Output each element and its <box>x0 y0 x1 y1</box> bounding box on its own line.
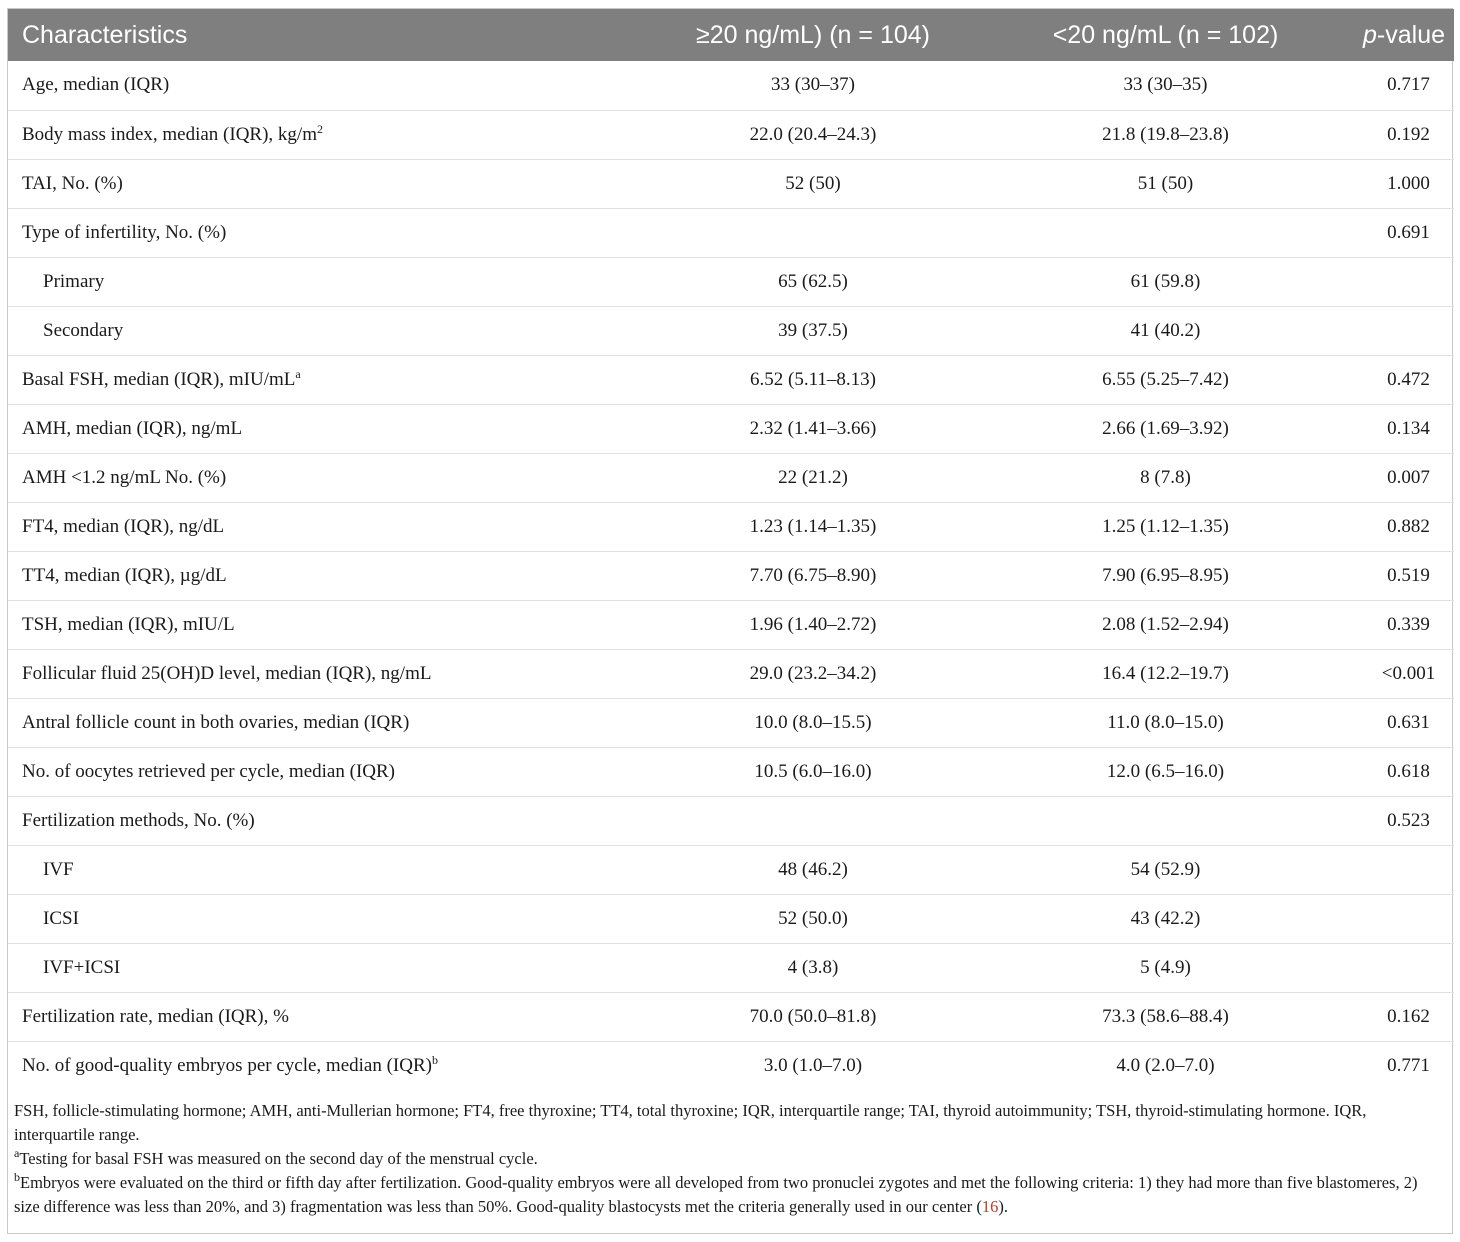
header-group-low: <20 ng/mL (n = 102) <box>1052 20 1279 49</box>
table-frame <box>7 8 1453 1234</box>
row-label <box>8 306 658 355</box>
row-value-high <box>658 796 968 845</box>
row-value-high: 33 (30–37) <box>771 74 855 96</box>
table-row <box>8 845 1454 894</box>
row-p-value: 0.691 <box>1363 208 1454 257</box>
row-label <box>8 600 658 649</box>
row-p-value: 0.007 <box>1363 453 1454 502</box>
header-group-high: ≥20 ng/mL) (n = 104) <box>696 20 930 49</box>
footnote-b-mark: b <box>14 1170 20 1184</box>
row-label <box>8 453 658 502</box>
reference-link[interactable]: 16 <box>981 1197 999 1216</box>
row-label-text: AMH <1.2 ng/mL No. (%) <box>22 466 227 488</box>
row-p-value: 0.162 <box>1363 992 1454 1041</box>
row-value-low: 16.4 (12.2–19.7) <box>968 649 1363 698</box>
footnote-b-end: ). <box>998 1197 1008 1216</box>
row-label-text: Primary <box>43 270 105 292</box>
row-value-high: 3.0 (1.0–7.0) <box>658 1041 968 1090</box>
row-p-value: 0.717 <box>1387 74 1430 96</box>
row-p-value <box>1363 943 1454 992</box>
row-label-text: IVF+ICSI <box>43 956 121 978</box>
header-p-letter: p <box>1363 20 1377 49</box>
table-row <box>8 502 1454 551</box>
row-value-high: 52 (50) <box>658 159 968 208</box>
row-value-low: 73.3 (58.6–88.4) <box>968 992 1363 1041</box>
row-value-low: 8 (7.8) <box>968 453 1363 502</box>
row-p-value: 0.882 <box>1363 502 1454 551</box>
row-value-high: 52 (50.0) <box>658 894 968 943</box>
footnote-a-mark: a <box>14 1146 20 1160</box>
row-value-low: 2.66 (1.69–3.92) <box>968 404 1363 453</box>
row-p-value: 0.771 <box>1363 1041 1454 1090</box>
table-row <box>8 355 1454 404</box>
row-value-high: 22 (21.2) <box>658 453 968 502</box>
row-value-low: 54 (52.9) <box>968 845 1363 894</box>
row-label <box>8 355 658 404</box>
row-value-low: 12.0 (6.5–16.0) <box>968 747 1363 796</box>
row-label <box>8 894 658 943</box>
row-value-low: 11.0 (8.0–15.0) <box>968 698 1363 747</box>
row-value-low: 61 (59.8) <box>968 257 1363 306</box>
row-p-value: 0.472 <box>1363 355 1454 404</box>
footnote-a <box>14 1147 1432 1171</box>
row-value-low: 1.25 (1.12–1.35) <box>968 502 1363 551</box>
row-value-high: 70.0 (50.0–81.8) <box>658 992 968 1041</box>
row-label-text: Fertilization rate, median (IQR), % <box>22 1005 289 1027</box>
row-superscript: 2 <box>317 121 323 136</box>
row-value-high: 6.52 (5.11–8.13) <box>658 355 968 404</box>
table-footnotes <box>14 1099 1432 1219</box>
row-label <box>8 257 658 306</box>
row-label <box>8 110 658 159</box>
row-label-text: No. of oocytes retrieved per cycle, median (IQR) <box>22 760 395 782</box>
row-label-text: FT4, median (IQR), ng/dL <box>22 515 225 537</box>
table-header-row <box>8 9 1454 61</box>
row-value-high: 1.23 (1.14–1.35) <box>658 502 968 551</box>
row-label <box>8 208 658 257</box>
header-p-suffix: -value <box>1376 20 1445 49</box>
row-value-high: 7.70 (6.75–8.90) <box>658 551 968 600</box>
row-label-text: Age, median (IQR) <box>22 74 170 96</box>
table-row <box>8 110 1454 159</box>
table-row <box>8 61 1454 110</box>
row-p-value: 0.523 <box>1363 796 1454 845</box>
table-row <box>8 796 1454 845</box>
header-characteristics: Characteristics <box>22 20 188 49</box>
row-label <box>8 551 658 600</box>
row-p-value <box>1363 845 1454 894</box>
row-value-high: 29.0 (23.2–34.2) <box>658 649 968 698</box>
row-value-low: 33 (30–35) <box>1123 74 1208 96</box>
row-value-high <box>658 208 968 257</box>
row-p-value: 0.134 <box>1363 404 1454 453</box>
row-p-value: <0.001 <box>1363 649 1454 698</box>
row-label <box>8 845 658 894</box>
row-label <box>8 159 658 208</box>
row-value-low: 5 (4.9) <box>968 943 1363 992</box>
row-label <box>8 61 658 110</box>
row-value-high: 1.96 (1.40–2.72) <box>658 600 968 649</box>
row-value-high: 48 (46.2) <box>658 845 968 894</box>
row-value-low <box>968 208 1363 257</box>
row-value-low: 21.8 (19.8–23.8) <box>968 110 1363 159</box>
table-row <box>8 992 1454 1041</box>
row-value-low: 7.90 (6.95–8.95) <box>968 551 1363 600</box>
row-value-low: 51 (50) <box>968 159 1363 208</box>
row-label-text: Type of infertility, No. (%) <box>22 221 227 243</box>
table-row <box>8 600 1454 649</box>
table-row <box>8 747 1454 796</box>
row-label <box>8 1041 658 1090</box>
row-label-text: AMH, median (IQR), ng/mL <box>22 417 243 439</box>
row-label-text: No. of good-quality embryos per cycle, median (IQR) <box>22 1054 432 1076</box>
row-label <box>8 943 658 992</box>
row-value-high: 10.5 (6.0–16.0) <box>658 747 968 796</box>
row-label-text: Basal FSH, median (IQR), mIU/mL <box>22 368 296 390</box>
row-label-text: Antral follicle count in both ovaries, median (IQR) <box>22 711 410 733</box>
row-superscript: b <box>431 1052 438 1067</box>
row-label <box>8 698 658 747</box>
row-value-low <box>968 796 1363 845</box>
header-p-value <box>1363 9 1454 61</box>
row-label-text: TSH, median (IQR), mIU/L <box>22 613 235 635</box>
row-label <box>8 992 658 1041</box>
table-row <box>8 257 1454 306</box>
row-label-text: TAI, No. (%) <box>22 172 123 194</box>
row-label <box>8 404 658 453</box>
table-row <box>8 404 1454 453</box>
row-value-high: 2.32 (1.41–3.66) <box>658 404 968 453</box>
row-label-text: ICSI <box>43 907 79 929</box>
row-p-value: 1.000 <box>1363 159 1454 208</box>
row-p-value: 0.618 <box>1363 747 1454 796</box>
row-label <box>8 796 658 845</box>
footnote-a-text: Testing for basal FSH was measured on the second day of the menstrual cycle. <box>19 1149 538 1168</box>
row-value-high: 4 (3.8) <box>658 943 968 992</box>
row-value-low: 41 (40.2) <box>968 306 1363 355</box>
table-row <box>8 1041 1454 1090</box>
footnote-b <box>14 1171 1432 1219</box>
row-value-low: 2.08 (1.52–2.94) <box>968 600 1363 649</box>
row-label-text: Follicular fluid 25(OH)D level, median (IQR), ng/mL <box>22 662 432 684</box>
row-p-value: 0.631 <box>1363 698 1454 747</box>
row-p-value <box>1363 257 1454 306</box>
row-label-text: TT4, median (IQR), µg/dL <box>22 564 227 586</box>
row-label <box>8 649 658 698</box>
table-row <box>8 698 1454 747</box>
row-label-text: IVF <box>43 858 74 880</box>
row-p-value: 0.519 <box>1363 551 1454 600</box>
table-row <box>8 943 1454 992</box>
row-label-text: Fertilization methods, No. (%) <box>22 809 255 831</box>
table-row <box>8 159 1454 208</box>
row-label-text: Secondary <box>43 319 124 341</box>
row-label <box>8 502 658 551</box>
table-row <box>8 208 1454 257</box>
table-row <box>8 453 1454 502</box>
table-row <box>8 894 1454 943</box>
row-p-value <box>1363 306 1454 355</box>
row-value-low: 4.0 (2.0–7.0) <box>968 1041 1363 1090</box>
footnote-b-text: Embryos were evaluated on the third or fifth day after fertilization. Good-quality embryos were all developed from two pronuclei zygotes and met the following criteria: 1) they had more than five blastomeres, 2) size difference was less than 20%, and 3) fragmentation was less than 50%. Good-quality blastocysts met the criteria generally used in our center ( <box>14 1173 1418 1216</box>
row-value-high: 39 (37.5) <box>658 306 968 355</box>
row-value-high: 65 (62.5) <box>658 257 968 306</box>
row-value-low: 43 (42.2) <box>968 894 1363 943</box>
characteristics-table <box>8 9 1454 1090</box>
row-value-low: 6.55 (5.25–7.42) <box>968 355 1363 404</box>
row-value-high: 10.0 (8.0–15.5) <box>658 698 968 747</box>
table-row <box>8 649 1454 698</box>
footnote-abbreviations: FSH, follicle-stimulating hormone; AMH, anti-Mullerian hormone; FT4, free thyroxine; TT4, total thyroxine; IQR, interquartile range; TAI, thyroid autoimmunity; TSH, thyroid-stimulating hormone. IQR, interquartile range. <box>14 1101 1367 1144</box>
row-label-text: Body mass index, median (IQR), kg/m <box>22 123 317 145</box>
row-p-value: 0.192 <box>1363 110 1454 159</box>
row-superscript: a <box>295 366 301 381</box>
row-value-high: 22.0 (20.4–24.3) <box>658 110 968 159</box>
row-p-value: 0.339 <box>1363 600 1454 649</box>
row-p-value <box>1363 894 1454 943</box>
row-label <box>8 747 658 796</box>
table-row <box>8 551 1454 600</box>
table-row <box>8 306 1454 355</box>
